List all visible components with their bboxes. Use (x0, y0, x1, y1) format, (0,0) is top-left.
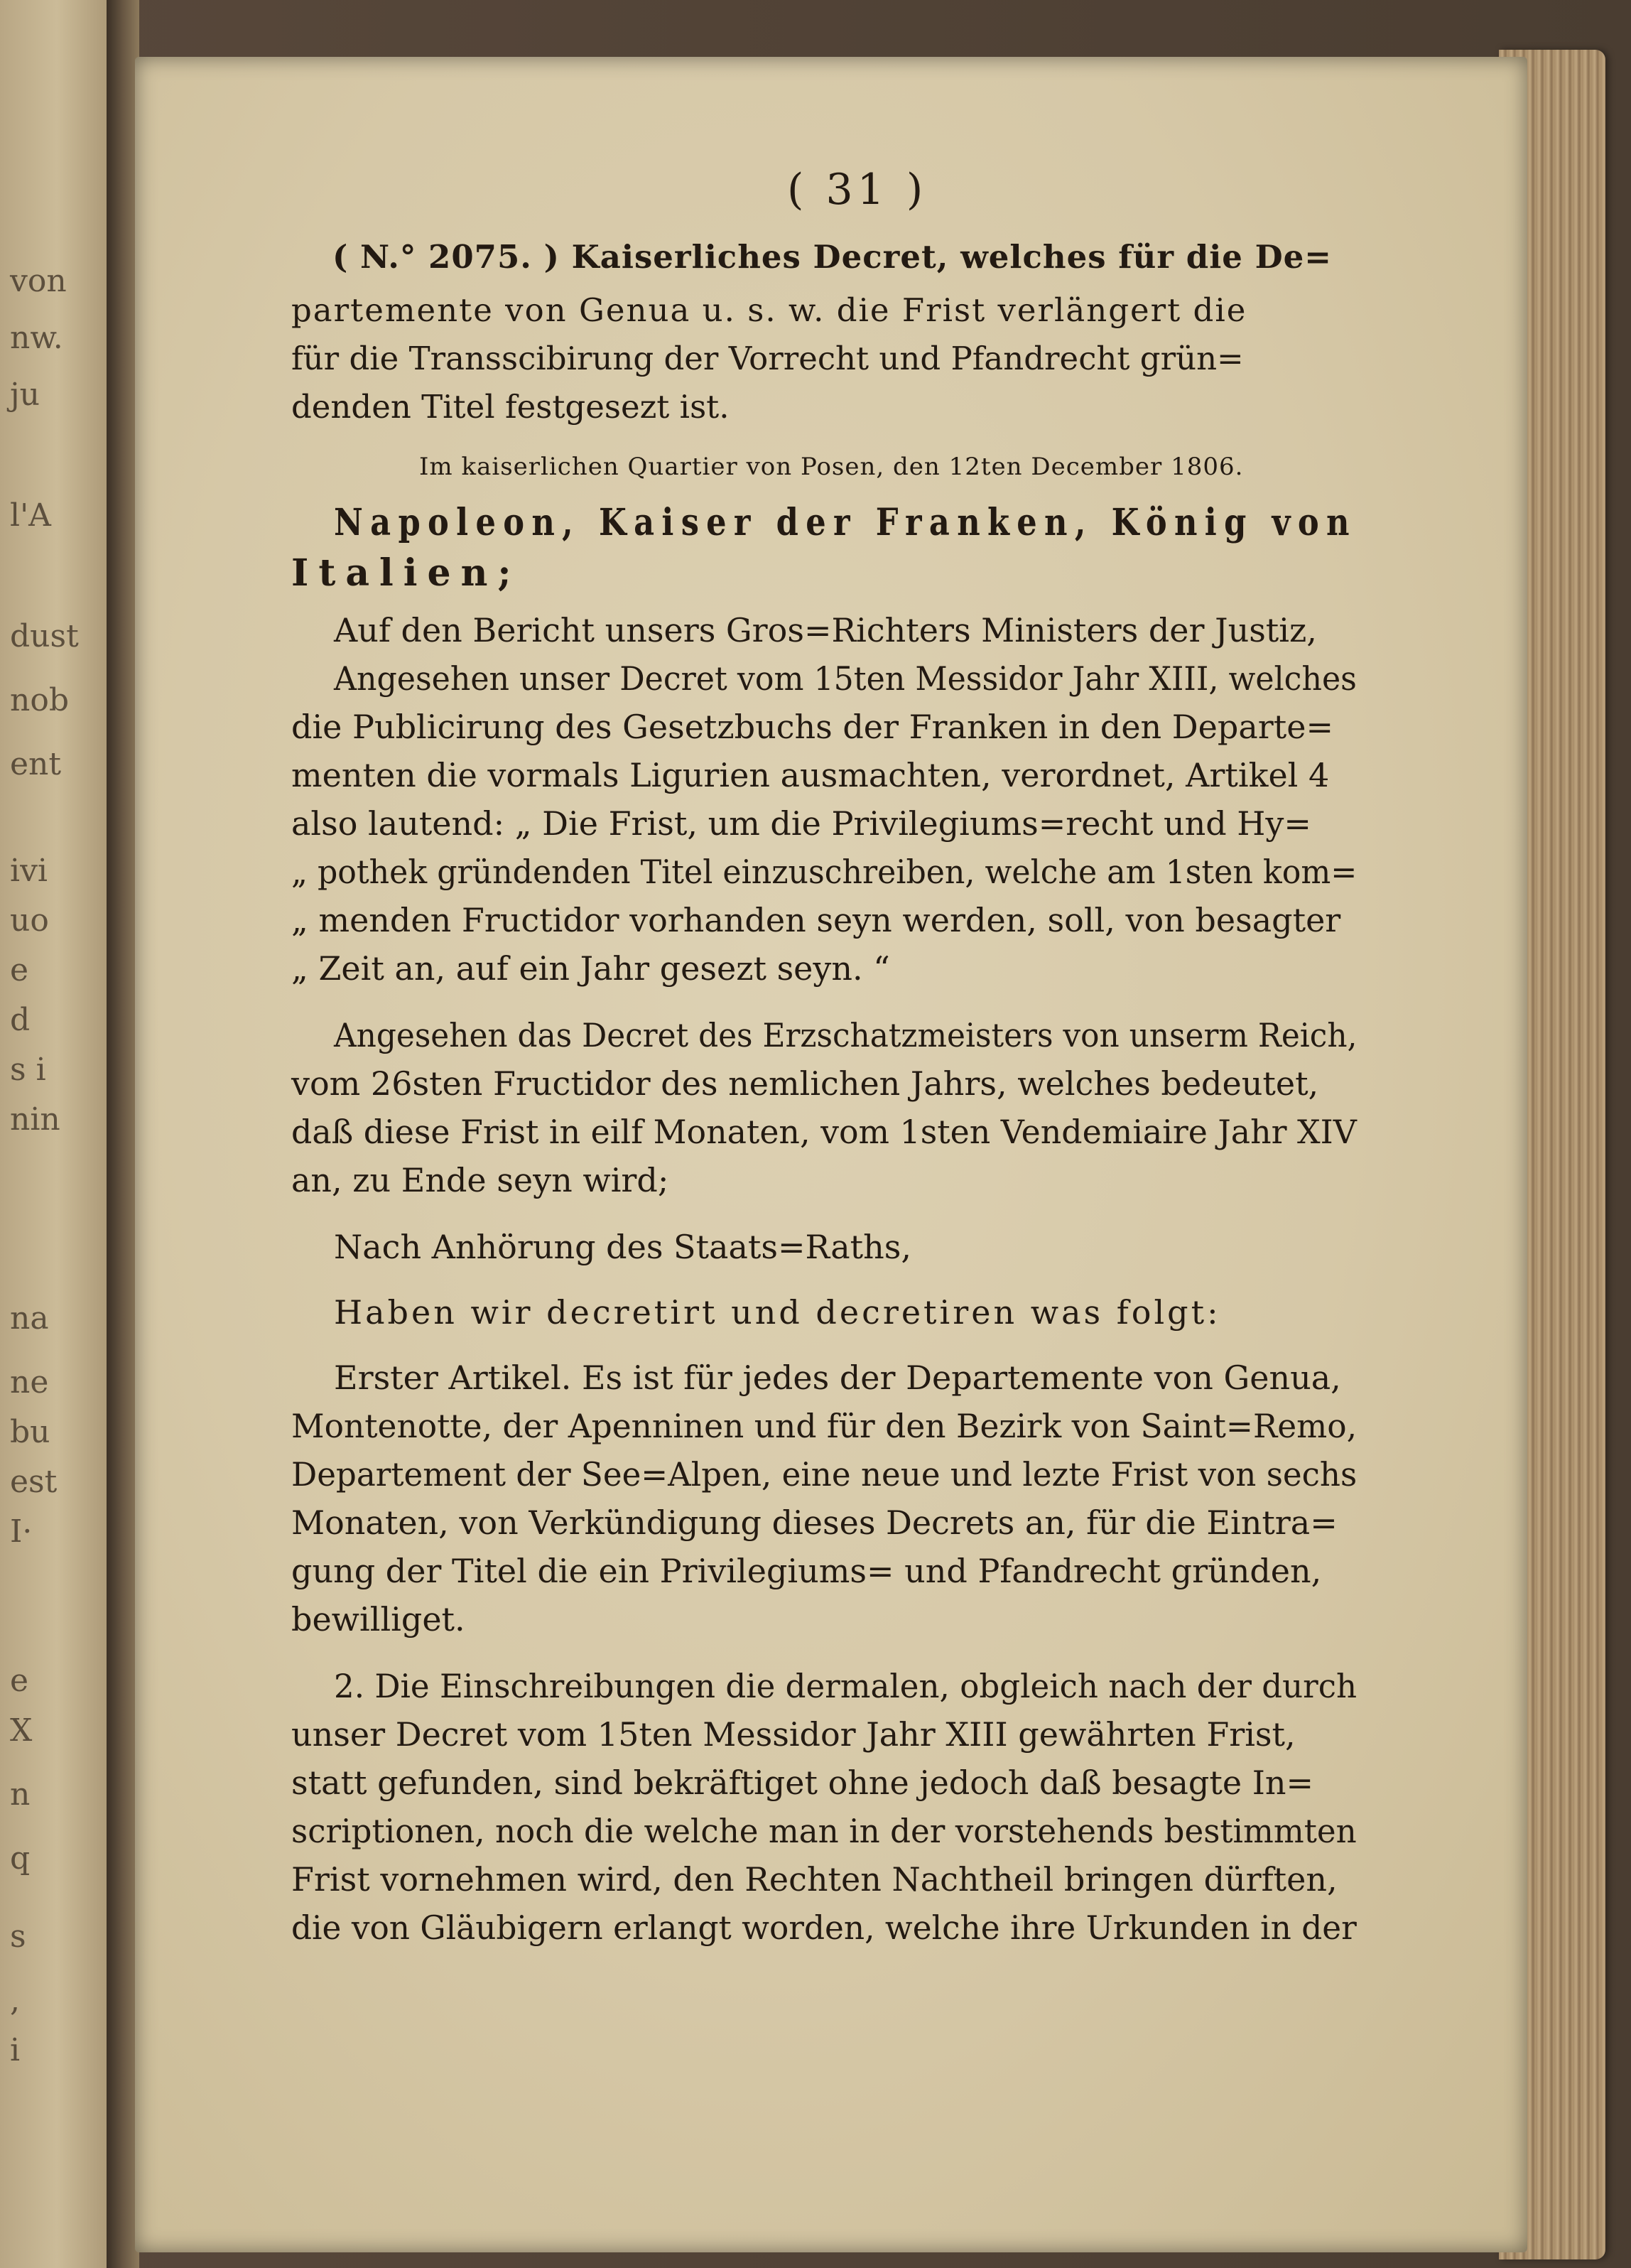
preamble-line: menten die vormals Ligurien ausmachten, verordnet, Artikel 4 (291, 756, 1330, 794)
article-2-line: die von Gläubigern erlangt worden, welche ihre Urkunden in der (291, 1908, 1357, 1947)
preamble-line: „ pothek gründenden Titel einzuschreiben, welche am 1sten kom= (291, 853, 1358, 891)
prev-page-fragment: ent (10, 746, 62, 782)
prev-page-fragment: uo (10, 902, 49, 939)
prev-page-fragment: est (10, 1464, 58, 1500)
article-2-line: unser Decret vom 15ten Messidor Jahr XIII gewährten Frist, (291, 1715, 1296, 1754)
prev-page-fragment: I· (10, 1513, 33, 1550)
article-2-line: statt gefunden, sind bekräftiget ohne jedoch daß besagte In= (291, 1764, 1314, 1802)
prev-page-fragment: e (10, 952, 29, 988)
preamble-line: daß diese Frist in eilf Monaten, vom 1sten Vendemiaire Jahr XIV (291, 1113, 1357, 1151)
prev-page-fragment: , (10, 1982, 20, 2019)
prev-page-fragment: X (10, 1712, 33, 1749)
page-number: ( 31 ) (787, 165, 928, 215)
prev-page-fragment: nin (10, 1101, 60, 1138)
prev-page-fragment: q (10, 1840, 31, 1876)
preamble-line: „ menden Fructidor vorhanden seyn werden, soll, von besagter (291, 901, 1341, 939)
article-1-line: Montenotte, der Apenninen und für den Bezirk von Saint=Remo, (291, 1407, 1358, 1445)
heading-line: für die Transscibirung der Vorrecht und Pfandrecht grün= (291, 340, 1244, 377)
prev-page-fragment: dust (10, 618, 79, 654)
preamble-line: „ Zeit an, auf ein Jahr gesezt seyn. “ (291, 949, 890, 988)
prev-page-fragment: na (10, 1300, 49, 1336)
prev-page-fragment: s (10, 1918, 26, 1955)
sovereign-title-cont: Italien; (291, 551, 521, 595)
prev-page-fragment: von (10, 263, 67, 299)
enacting-clause: Haben wir decretirt und decretiren was folgt: (334, 1293, 1221, 1332)
heading-line: ( N.° 2075. ) Kaiserliches Decret, welches für die De= (332, 238, 1332, 276)
preamble-line: vom 26sten Fructidor des nemlichen Jahrs, welches bedeutet, (291, 1064, 1319, 1103)
article-2-line: scriptionen, noch die welche man in der vorstehends bestimmten (291, 1812, 1357, 1850)
article-1-line: Departement der See=Alpen, eine neue und lezte Frist von sechs (291, 1455, 1358, 1494)
prev-page-fragment: i (10, 2032, 21, 2068)
prev-page-fragment: ne (10, 1364, 49, 1400)
preamble-line: Angesehen das Decret des Erzschatzmeisters von unserm Reich, (334, 1016, 1358, 1054)
prev-page-fragment: l'A (10, 497, 51, 534)
prev-page-fragment: bu (10, 1414, 50, 1450)
article-1-line: Monaten, von Verkündigung dieses Decrets an, für die Eintra= (291, 1503, 1338, 1542)
heading-line: partemente von Genua u. s. w. die Frist verlängert die (291, 291, 1247, 329)
preamble-line: Angesehen unser Decret vom 15ten Messidor Jahr XIII, welches (334, 659, 1357, 698)
sovereign-title: Napoleon, Kaiser der Franken, König von (334, 501, 1357, 544)
article-1-line: gung der Titel die ein Privilegiums= und Pfandrecht gründen, (291, 1552, 1322, 1590)
preamble-line: also lautend: „ Die Frist, um die Privilegiums=recht und Hy= (291, 804, 1311, 843)
heading-line: denden Titel festgesezt ist. (291, 388, 730, 426)
prev-page-fragment: s i (10, 1052, 46, 1088)
dateline: Im kaiserlichen Quartier von Posen, den 12ten December 1806. (419, 453, 1244, 481)
prev-page-fragment: nw. (10, 320, 63, 356)
article-2-line: 2. Die Einschreibungen die dermalen, obgleich nach der durch (334, 1667, 1358, 1705)
prev-page-fragment: nob (10, 682, 69, 718)
prev-page-fragment: e (10, 1663, 29, 1699)
preamble-line: die Publicirung des Gesetzbuchs der Franken in den Departe= (291, 708, 1334, 746)
article-1-line: bewilliget. (291, 1600, 465, 1638)
preamble-line: Auf den Bericht unsers Gros=Richters Ministers der Justiz, (334, 611, 1317, 649)
prev-page-fragment: d (10, 1002, 31, 1038)
prev-page-fragment: ivi (10, 853, 48, 889)
preamble-line: an, zu Ende seyn wird; (291, 1161, 669, 1199)
prev-page-fragment: n (10, 1776, 31, 1813)
preamble-line: Nach Anhörung des Staats=Raths, (334, 1228, 911, 1266)
article-2-line: Frist vornehmen wird, den Rechten Nachtheil bringen dürften, (291, 1860, 1338, 1899)
article-1-line: Erster Artikel. Es ist für jedes der Departemente von Genua, (334, 1359, 1341, 1397)
prev-page-fragment: ju (10, 377, 40, 413)
